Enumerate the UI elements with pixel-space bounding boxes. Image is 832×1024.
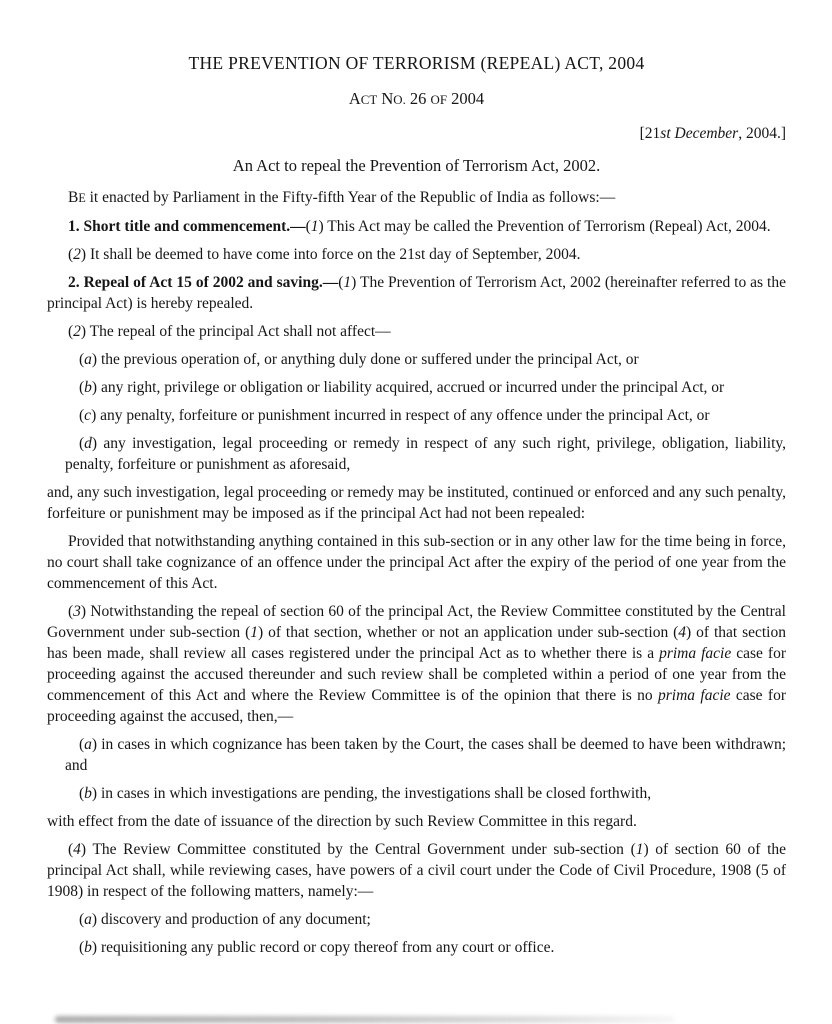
- text-run: ) of that section has been made, shall review all cases registered under the principal Act as to whether there is a: [47, 624, 786, 662]
- section-2-para-1: [47, 272, 786, 314]
- text-run: CT: [360, 93, 378, 107]
- act-title: THE PREVENTION OF TERRORISM (REPEAL) ACT, 2004: [188, 53, 645, 73]
- text-run: st December: [660, 125, 739, 142]
- sub-2-continuation: [47, 482, 786, 524]
- sub-2-clause-c: [47, 405, 786, 426]
- text-run: (: [79, 785, 85, 802]
- sub-2-proviso: [47, 531, 786, 594]
- sub-4-clause-a: [47, 909, 786, 930]
- sub-3-clause-a: [47, 734, 786, 776]
- enacting-clause: [47, 187, 786, 209]
- text-run: N: [377, 89, 394, 108]
- section-2-sub-4: [47, 839, 786, 902]
- text-run: 2. Repeal of Act 15 of 2002 and saving.—: [68, 274, 339, 291]
- text-run: b: [84, 379, 92, 396]
- text-run: case for proceeding against the accused, then,—: [47, 687, 786, 725]
- section-1-para-2: [47, 244, 786, 265]
- text-run: 1. Short title and commencement.—: [68, 218, 306, 235]
- text-run: (: [79, 911, 85, 928]
- text-run: (: [79, 351, 85, 368]
- sub-2-clause-d: [47, 433, 786, 475]
- text-run: Provided that notwithstanding anything contained in this sub-section or in any other law for the time being in force, no court shall take cognizance of an offence under the principal Act after the expiry of the period of one year from the commencement of this Act.: [47, 533, 786, 592]
- text-run: (: [79, 939, 85, 956]
- text-run: , 2004.]: [738, 125, 786, 142]
- text-run: ) any investigation, legal proceeding or remedy in respect of any such right, privilege, obligation, liability, penalty, forfeiture or punishment as aforesaid,: [65, 435, 786, 473]
- text-run: it enacted by Parliament in the Fifty-fifth Year of the Republic of India as follows:—: [85, 189, 616, 206]
- text-run: ) The Review Committee constituted by the Central Government under sub-section (: [80, 841, 636, 858]
- text-run: prima facie: [659, 645, 732, 662]
- text-run: A: [348, 89, 361, 108]
- section-2-sub-3: [47, 601, 786, 727]
- text-run: and, any such investigation, legal proceeding or remedy may be instituted, continued or enforced and any such penalty, forfeiture or punishment may be imposed as if the principal Act had not been repealed:: [47, 484, 786, 522]
- section-2-sub-2-intro: [47, 321, 786, 342]
- sub-2-clause-a: [47, 349, 786, 370]
- text-run: B: [68, 189, 79, 206]
- text-run: (: [68, 841, 74, 858]
- text-run: a: [84, 911, 92, 928]
- text-run: (: [68, 323, 74, 340]
- text-run: (: [79, 407, 85, 424]
- text-run: 4: [73, 841, 81, 858]
- text-run: 1: [635, 841, 644, 858]
- text-run: 2: [73, 323, 81, 340]
- text-run: OF: [430, 93, 447, 107]
- text-run: O.: [393, 93, 406, 107]
- text-run: ) It shall be deemed to have come into force on the 21st day of September, 2004.: [80, 246, 581, 263]
- text-run: (: [338, 274, 344, 291]
- text-run: 1: [310, 218, 319, 235]
- text-run: ) requisitioning any public record or copy thereof from any court or office.: [91, 939, 555, 956]
- scan-artifact: [55, 1016, 675, 1023]
- text-run: d: [84, 435, 92, 452]
- text-run: b: [84, 785, 92, 802]
- text-run: a: [84, 351, 92, 368]
- sub-2-clause-b: [47, 377, 786, 398]
- text-run: 1: [250, 624, 259, 641]
- text-run: 3: [73, 603, 81, 620]
- text-run: ) any penalty, forfeiture or punishment incurred in respect of any offence under the principal Act, or: [91, 407, 710, 424]
- text-run: ) any right, privilege or obligation or liability acquired, accrued or incurred under the principal Act, or: [91, 379, 725, 396]
- text-run: (: [68, 603, 74, 620]
- sub-3-clause-b: [47, 783, 786, 804]
- text-run: (: [79, 435, 85, 452]
- sub-4-clause-b: [47, 937, 786, 958]
- text-run: with effect from the date of issuance of the direction by such Review Committee in this regard.: [47, 813, 637, 830]
- text-run: ) discovery and production of any document;: [91, 911, 371, 928]
- document-body: [47, 187, 786, 958]
- text-run: prima facie: [658, 687, 731, 704]
- long-title: An Act to repeal the Prevention of Terrorism Act, 2002.: [232, 156, 601, 175]
- text-run: 1: [343, 274, 352, 291]
- text-run: c: [84, 407, 92, 424]
- text-run: ) of that section, whether or not an application under sub-section (: [258, 624, 679, 641]
- text-run: 4: [678, 624, 687, 641]
- text-run: ) The Prevention of Terrorism Act, 2002 (hereinafter referred to as the principal Act) is hereby repealed.: [47, 274, 786, 312]
- text-run: b: [84, 939, 92, 956]
- text-run: (: [79, 379, 85, 396]
- text-run: ) in cases in which cognizance has been taken by the Court, the cases shall be deemed to have been withdrawn; and: [65, 736, 786, 774]
- text-run: 26: [405, 89, 431, 108]
- text-run: ) The repeal of the principal Act shall not affect—: [80, 323, 391, 340]
- text-run: (: [68, 246, 74, 263]
- text-run: case for proceeding against the accused thereunder and such review shall be completed within a period of one year from the commencement of this Act and where the Review Committee is of the opinion that there is no: [47, 645, 786, 704]
- text-run: ) of section 60 of the principal Act shall, while reviewing cases, have powers of a civil court under the Code of Civil Procedure, 1908 (5 of 1908) in respect of the following matters, namely:—: [47, 841, 787, 900]
- text-run: 2: [73, 246, 81, 263]
- text-run: ) in cases in which investigations are pending, the investigations shall be closed forthwith,: [91, 785, 652, 802]
- text-run: a: [84, 736, 92, 753]
- text-run: ) This Act may be called the Prevention of Terrorism (Repeal) Act, 2004.: [318, 218, 771, 235]
- act-number: [47, 89, 786, 110]
- text-run: (: [305, 218, 311, 235]
- text-run: ) Notwithstanding the repeal of section 60 of the principal Act, the Review Committee constituted by the Central Government under sub-section (: [47, 603, 786, 641]
- section-1-para-1: [47, 216, 786, 237]
- text-run: 2004: [447, 89, 485, 108]
- text-run: [21: [639, 125, 661, 142]
- assent-date: [47, 124, 786, 143]
- text-run: ) the previous operation of, or anything duly done or suffered under the principal Act, or: [91, 351, 639, 368]
- text-run: E: [78, 191, 86, 205]
- text-run: (: [79, 736, 85, 753]
- sub-3-continuation: [47, 811, 786, 832]
